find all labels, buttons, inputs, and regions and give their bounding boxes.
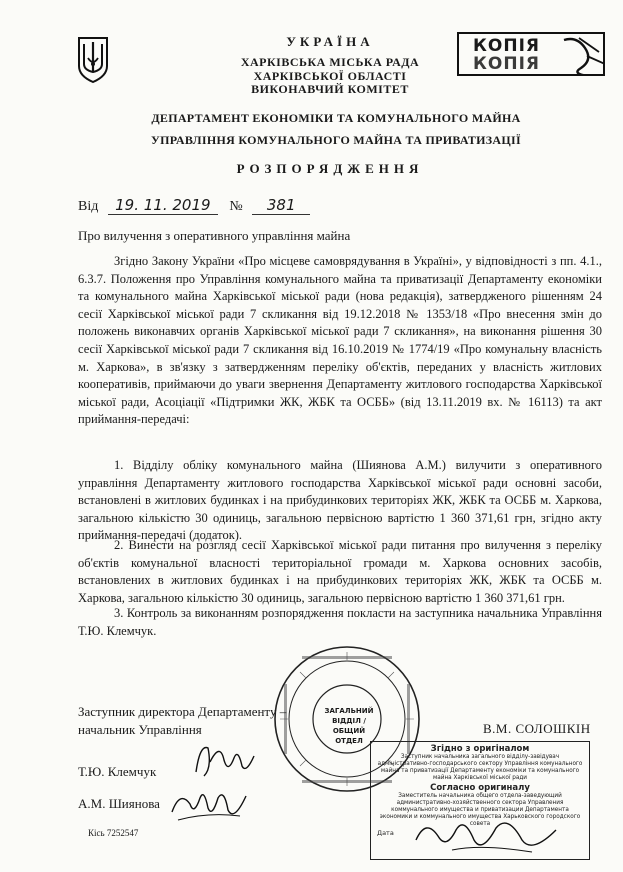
seal-line: ВІДДІЛ / <box>332 717 366 725</box>
signatory-name: В.М. СОЛОШКІН <box>483 721 591 736</box>
verification-text: Заступник начальника загального відділу-завідувач адміністративно-господарського сектору Управління комунального майна та приватизації Департаменту економіки та комунального майна Харківської міської ради <box>377 754 583 781</box>
item-paragraph: 3. Контроль за виконанням розпорядження покласти на заступника начальника Управління Т.Ю. Клемчук. <box>78 606 602 638</box>
header-department: ДЕПАРТАМЕНТ ЕКОНОМІКИ ТА КОМУНАЛЬНОГО МАЙНА <box>151 111 521 125</box>
copy-stamp-word: КОПІЯ <box>473 54 540 74</box>
council-line: ВИКОНАВЧИЙ КОМІТЕТ <box>251 82 409 96</box>
order-number-value: 381 <box>252 196 310 215</box>
round-seal-text <box>320 706 378 746</box>
position-line: начальник Управління <box>78 721 202 737</box>
position-line: Заступник директора Департаменту – <box>78 704 287 719</box>
approver-name-2: А.М. Шиянова <box>78 796 160 811</box>
date-label: Від <box>78 199 99 214</box>
council-line: ХАРКІВСЬКОЇ ОБЛАСТІ <box>253 68 407 83</box>
verification-title-ru: Согласно оригиналу <box>430 783 530 793</box>
seal-line: ЗАГАЛЬНИЙ <box>324 707 374 715</box>
verification-date-label: Дата <box>377 829 394 837</box>
copy-stamp-scribble <box>459 34 605 76</box>
body-intro <box>78 253 602 429</box>
order-date-value: 19. 11. 2019 <box>108 196 218 215</box>
order-subject: Про вилучення з оперативного управління майна <box>78 228 351 243</box>
number-label: № <box>229 199 243 214</box>
verification-title: Згідно з оригіналом <box>430 744 530 754</box>
order-title: РОЗПОРЯДЖЕННЯ <box>236 161 424 176</box>
executor-reference: Кісь 7252547 <box>88 828 139 838</box>
signatory-position <box>78 703 286 738</box>
verification-text-ru: Заместитель начальника общего отдела-заведующий административно-хозяйственного сектора Управления коммунального имущества и приватизации Департамента экономики и коммунального имущества Харьковского городского совета <box>379 793 581 827</box>
body-item-3 <box>78 605 602 640</box>
item-paragraph: 1. Відділу обліку комунального майна (Шиянова А.М.) вилучити з оперативного управління Департаменту житлового господарства Харківської міської ради основні засоби, встановлені в житлових будинках і на прибудинкових територіях ЖК, ЖБК та ОСББ м. Харкова, загальною кількістю 30 одиниць, загальною первісною вартістю 1 360 371,61 грн, згідно акту приймання-передачі (додаток). <box>78 458 602 543</box>
order-date-line <box>78 196 310 215</box>
verification-signature <box>412 810 562 860</box>
copy-stamp-word: КОПІЯ <box>473 36 540 56</box>
signature-klemchuk <box>190 738 260 782</box>
body-item-1 <box>78 457 602 545</box>
seal-line: ОБЩИЙ ОТДЕЛ <box>332 727 366 745</box>
header-country: УКРАЇНА <box>286 34 374 49</box>
body-item-2 <box>78 537 602 607</box>
signature-shyianova <box>168 782 250 828</box>
header-directorate: УПРАВЛІННЯ КОМУНАЛЬНОГО МАЙНА ТА ПРИВАТИЗАЦІЇ <box>151 133 521 147</box>
item-paragraph: 2. Винести на розгляд сесії Харківської міської ради питання про вилучення з переліку об'єктів комунальної власності територіальної громади м. Харкова основних засобів, встановлених в житлових будинках і на прибудинкових територіях ЖК, ЖБК та ОСББ м. Харкова, загальною кількістю 30 одиниць, загальною первісною вартістю 1 360 371,61 грн. <box>78 538 602 605</box>
copy-stamp <box>457 32 605 76</box>
approver-name-1: Т.Ю. Клемчук <box>78 764 157 779</box>
council-line: ХАРКІВСЬКА МІСЬКА РАДА <box>240 55 420 69</box>
trident-emblem-icon <box>76 36 110 84</box>
intro-paragraph: Згідно Закону України «Про місцеве самоврядування в Україні», у відповідності з пп. 4.1., 6.3.7. Положення про Управління комунального майна та приватизації Департаменту економіки та комунального майна Харківської міської ради (нова редакція), затвердженого рішенням 24 сесії Харківської міської ради 7 скликання від 19.12.2018 № 1353/18 «Про внесення змін до положень виконавчих органів Харківської міської ради 7 скликання», на виконання рішення 30 сесії Харківської міської ради 7 скликання від 16.10.2019 № 1774/19 «Про комунальну власність м. Харкова», в зв'язку з затвердженням переліку об'єктів, переданих у власність житлових кооперативів, приймаючи до уваги звернення Департаменту житлового господарства Харківської міської ради, Асоціації «Підтримки ЖК, ЖБК та ОСББ» (від 13.11.2019 вх. № 16113) та акт приймання-передачі: <box>78 254 602 427</box>
